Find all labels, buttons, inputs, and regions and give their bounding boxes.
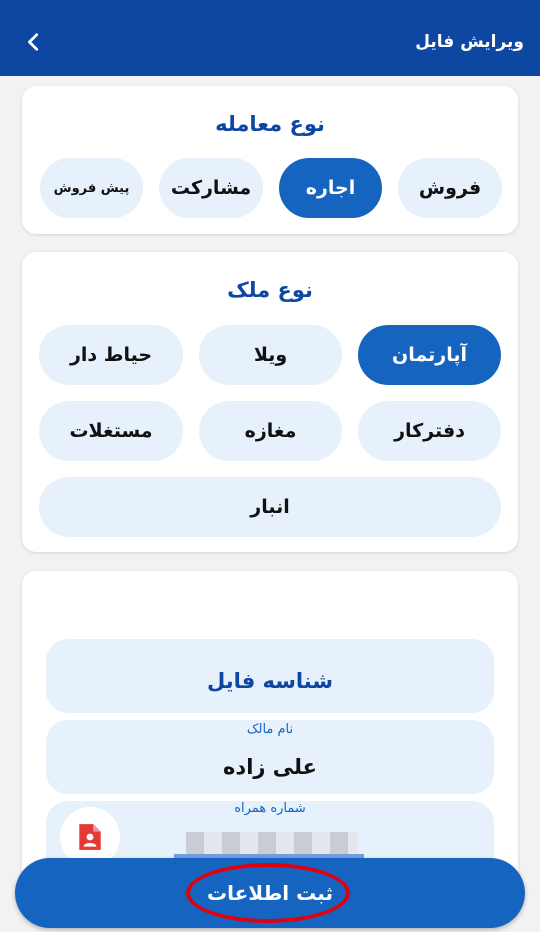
phone-value-redacted [186, 832, 358, 854]
transaction-type-card [22, 86, 518, 234]
property-type-card [22, 252, 518, 552]
file-id-field[interactable] [46, 639, 494, 713]
submit-label: ثبت اطلاعات [207, 881, 333, 905]
chip-rent[interactable]: اجاره [279, 158, 382, 218]
owner-name-field[interactable] [46, 720, 494, 794]
app-bar [0, 0, 540, 76]
chip-villa[interactable]: ویلا [199, 325, 342, 385]
chip-shop[interactable]: مغازه [199, 401, 342, 461]
back-button[interactable] [14, 22, 54, 62]
phone-label: شماره همراه [234, 801, 306, 816]
chip-office[interactable]: دفترکار [358, 401, 501, 461]
property-type-title: نوع ملک [227, 278, 313, 302]
transaction-type-title: نوع معامله [215, 112, 325, 136]
chip-warehouse[interactable]: انبار [39, 477, 501, 537]
submit-button[interactable] [15, 858, 525, 928]
file-id-title: شناسه فایل [206, 669, 334, 693]
chevron-left-icon [23, 31, 45, 53]
owner-name-label: نام مالک [246, 722, 294, 737]
contact-file-icon [77, 822, 103, 852]
chip-partnership[interactable]: مشارکت [159, 158, 263, 218]
chip-sale[interactable]: فروش [398, 158, 502, 218]
owner-name-value: علی زاده [223, 755, 317, 779]
chip-building[interactable]: مستغلات [39, 401, 183, 461]
chip-presale[interactable]: پیش فروش [40, 158, 143, 218]
chip-yard-house[interactable]: حیاط دار [39, 325, 183, 385]
chip-apartment[interactable]: آپارتمان [358, 325, 501, 385]
page-title: ویرایش فایل [415, 32, 524, 52]
